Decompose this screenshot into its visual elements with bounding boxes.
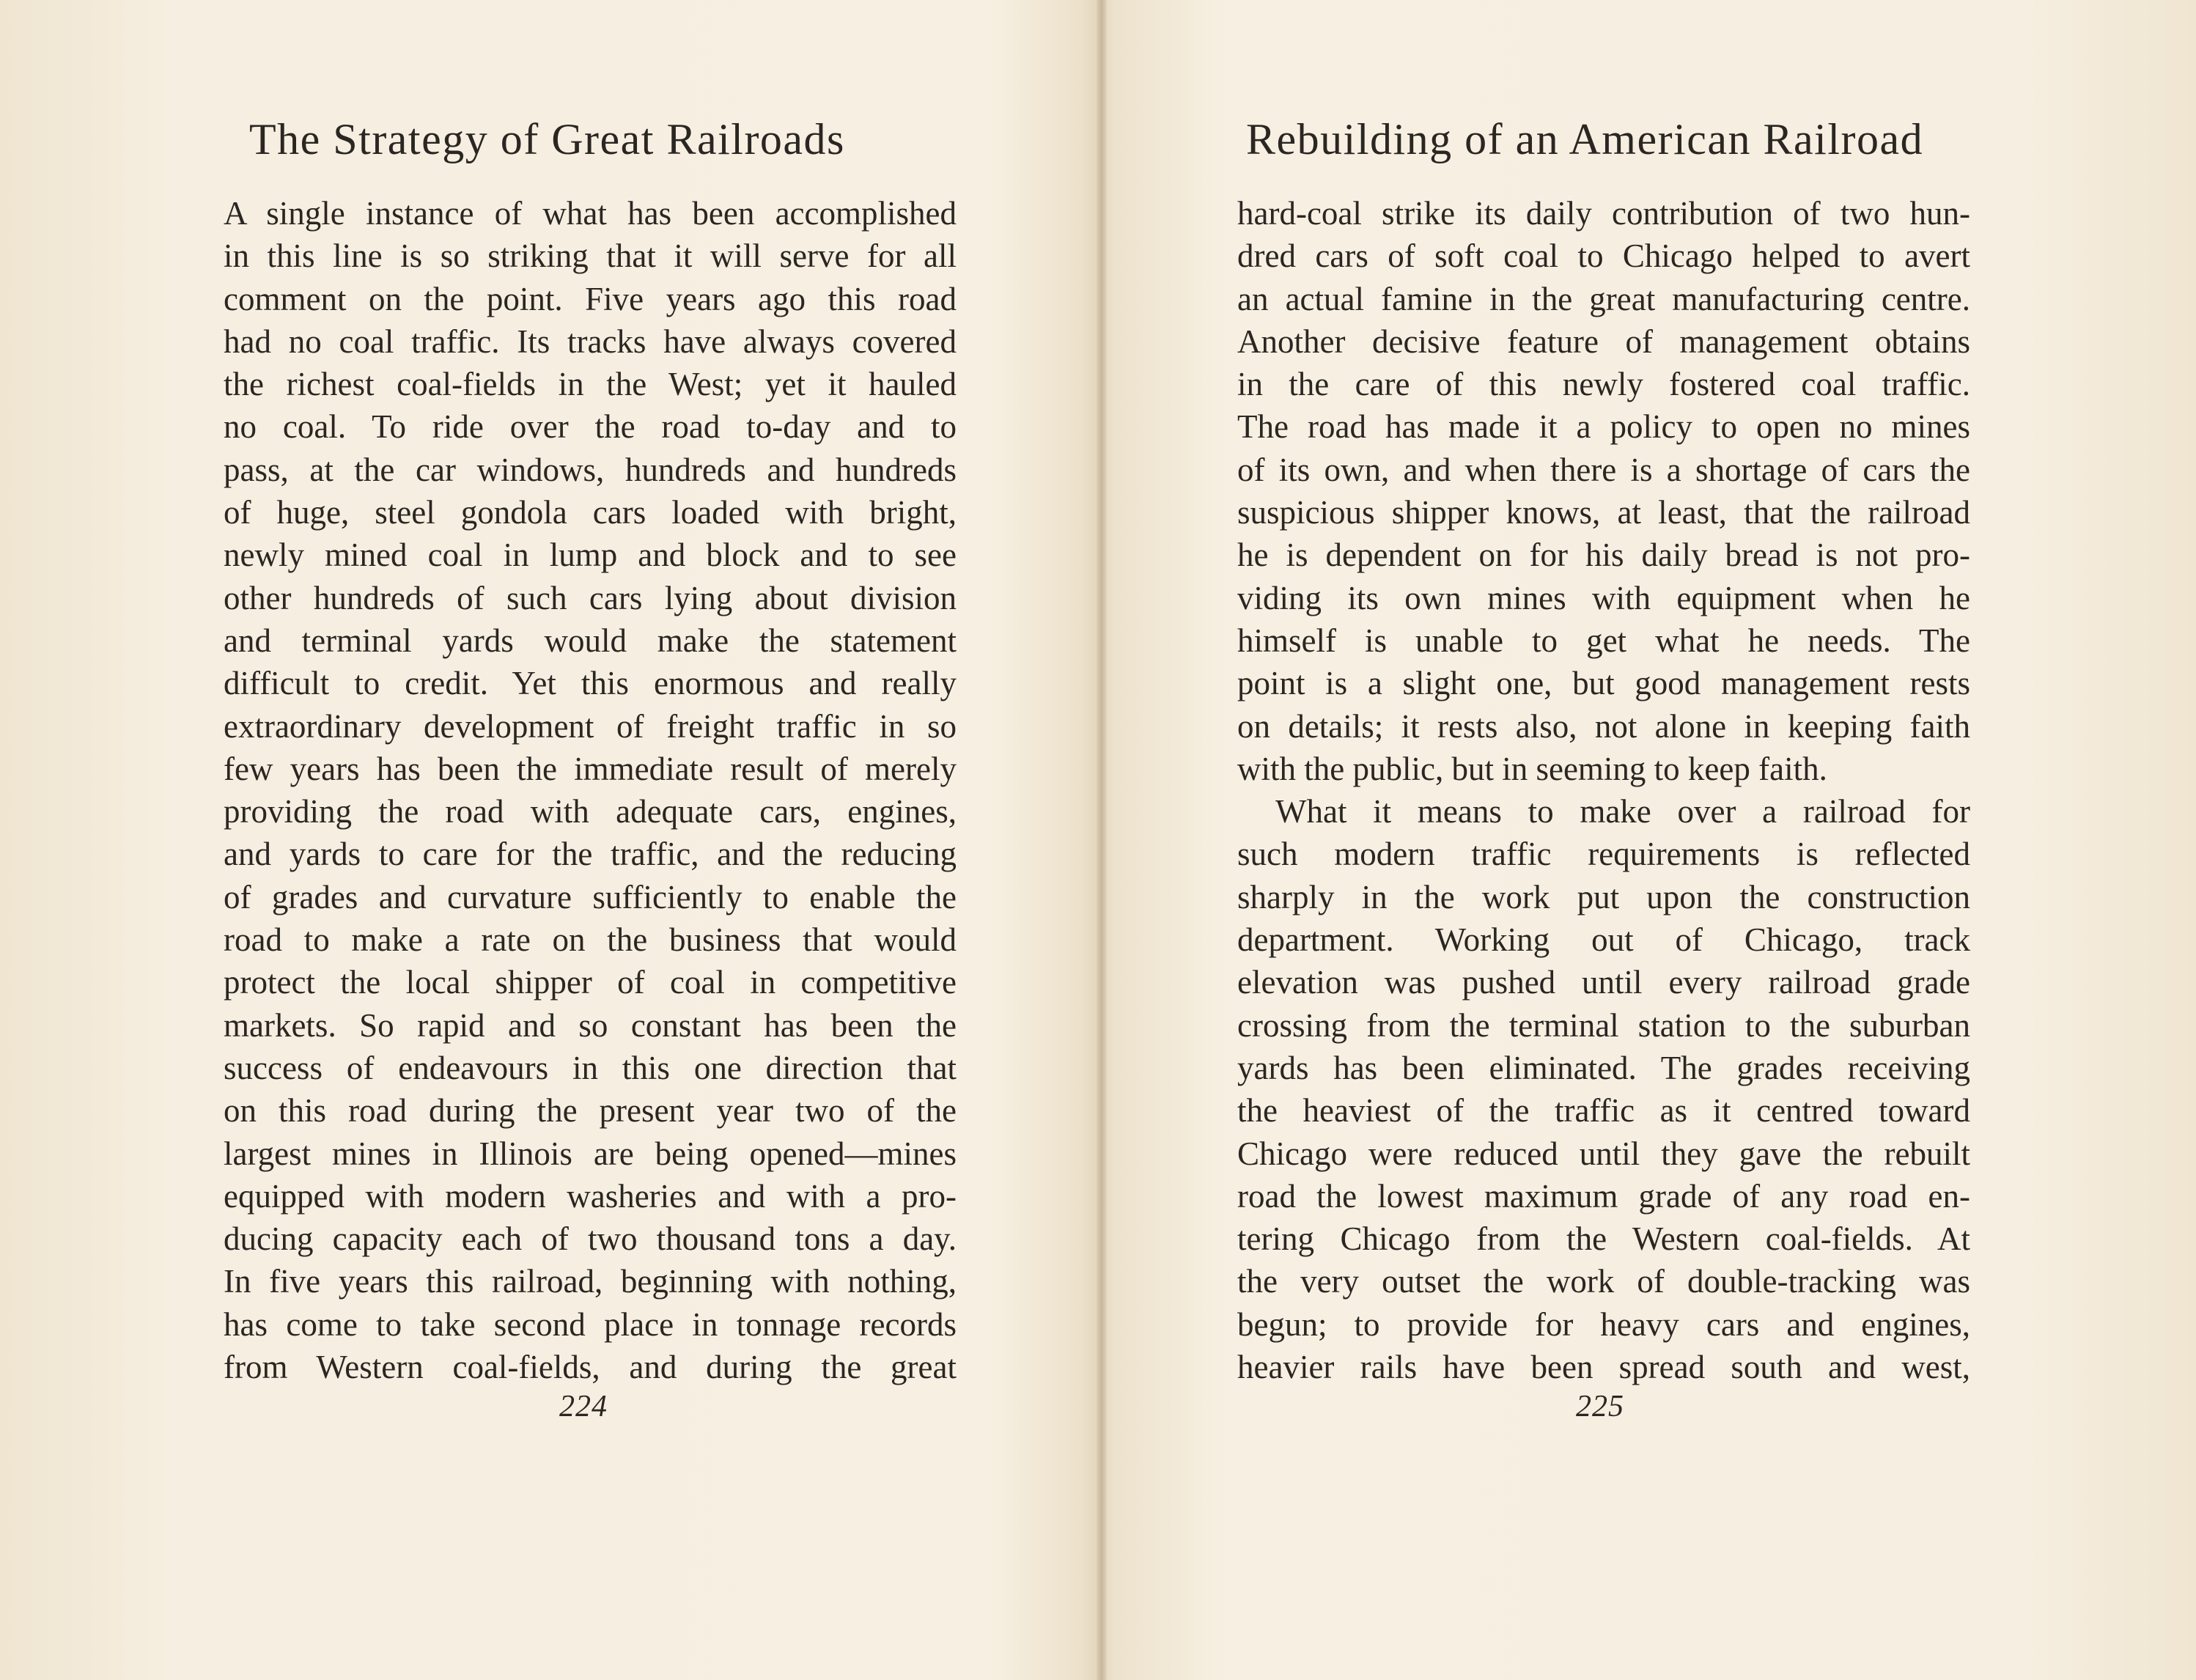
text-line: crossing from the terminal station to the suburban <box>1237 1006 1970 1044</box>
text-line: ducing capacity each of two thousand tons a day. <box>224 1220 957 1258</box>
text-line: tering Chicago from the Western coal-fields. At <box>1237 1220 1970 1258</box>
text-line: equipped with modern washeries and with a pro- <box>224 1177 957 1215</box>
text-line: and yards to care for the traffic, and the reducing <box>224 836 957 873</box>
book-gutter <box>1097 0 1107 1680</box>
right-body-text <box>1237 192 1970 1388</box>
left-running-head: The Strategy of Great Railroads <box>249 115 845 163</box>
text-line: such modern traffic requirements is reflected <box>1237 836 1970 873</box>
text-line: point is a slight one, but good management rests <box>1237 665 1970 702</box>
text-line: success of endeavours in this one direction that <box>224 1049 957 1086</box>
left-page-number: 224 <box>559 1390 608 1423</box>
text-line: no coal. To ride over the road to-day and to <box>224 408 957 446</box>
text-line: the heaviest of the traffic as it centred toward <box>1237 1092 1970 1130</box>
text-line: himself is unable to get what he needs. The <box>1237 622 1970 659</box>
text-line: has come to take second place in tonnage records <box>224 1305 957 1343</box>
text-line: of its own, and when there is a shortage of cars the <box>1237 451 1970 488</box>
text-line: the very outset the work of double-tracking was <box>1237 1263 1970 1300</box>
text-line: an actual famine in the great manufacturing centre. <box>1237 280 1970 317</box>
text-line: begun; to provide for heavy cars and engines, <box>1237 1305 1970 1343</box>
right-page-number: 225 <box>1576 1390 1624 1423</box>
text-line: providing the road with adequate cars, engines, <box>224 793 957 830</box>
text-line: hard-coal strike its daily contribution of two hun- <box>1237 195 1970 232</box>
text-line: yards has been eliminated. The grades receiving <box>1237 1049 1970 1086</box>
text-line: road to make a rate on the business that would <box>224 921 957 959</box>
text-line: What it means to make over a railroad for <box>1275 793 1970 830</box>
text-line: of huge, steel gondola cars loaded with bright, <box>224 494 957 531</box>
text-line: heavier rails have been spread south and west, <box>1237 1349 1970 1386</box>
text-line: road the lowest maximum grade of any road en- <box>1237 1177 1970 1215</box>
text-line: dred cars of soft coal to Chicago helped to avert <box>1237 237 1970 275</box>
text-line: on this road during the present year two of the <box>224 1092 957 1130</box>
text-line: the richest coal-fields in the West; yet it hauled <box>224 366 957 403</box>
text-line: elevation was pushed until every railroad grade <box>1237 964 1970 1001</box>
text-line: sharply in the work put upon the construction <box>1237 878 1970 915</box>
text-line: with the public, but in seeming to keep faith. <box>1237 750 1827 787</box>
left-body-text <box>224 192 957 1388</box>
text-line: markets. So rapid and so constant has been the <box>224 1006 957 1044</box>
text-line: other hundreds of such cars lying about division <box>224 579 957 616</box>
text-line: few years has been the immediate result of merely <box>224 750 957 787</box>
text-line: in the care of this newly fostered coal traffic. <box>1237 366 1970 403</box>
text-line: Another decisive feature of management obtains <box>1237 323 1970 360</box>
text-line: of grades and curvature sufficiently to enable the <box>224 878 957 915</box>
text-line: viding its own mines with equipment when he <box>1237 579 1970 616</box>
left-page <box>0 0 1097 1680</box>
text-line: A single instance of what has been accomplished <box>224 195 957 232</box>
text-line: The road has made it a policy to open no mines <box>1237 408 1970 446</box>
text-line: comment on the point. Five years ago this road <box>224 280 957 317</box>
text-line: Chicago were reduced until they gave the rebuilt <box>1237 1135 1970 1172</box>
text-line: from Western coal-fields, and during the great <box>224 1349 957 1386</box>
text-line: newly mined coal in lump and block and to see <box>224 537 957 574</box>
text-line: protect the local shipper of coal in competitive <box>224 964 957 1001</box>
text-line: had no coal traffic. Its tracks have always covered <box>224 323 957 360</box>
text-line: in this line is so striking that it will serve for all <box>224 237 957 275</box>
text-line: difficult to credit. Yet this enormous and really <box>224 665 957 702</box>
right-running-head: Rebuilding of an American Railroad <box>1246 115 1924 163</box>
text-line: and terminal yards would make the statement <box>224 622 957 659</box>
text-line: suspicious shipper knows, at least, that the railroad <box>1237 494 1970 531</box>
text-line: he is dependent on for his daily bread is not pro- <box>1237 537 1970 574</box>
text-line: extraordinary development of freight traffic in so <box>224 707 957 745</box>
text-line: department. Working out of Chicago, track <box>1237 921 1970 959</box>
right-page <box>1107 0 2196 1680</box>
text-line: In five years this railroad, beginning with nothing, <box>224 1263 957 1300</box>
text-line: pass, at the car windows, hundreds and hundreds <box>224 451 957 488</box>
text-line: largest mines in Illinois are being opened—mines <box>224 1135 957 1172</box>
text-line: on details; it rests also, not alone in keeping faith <box>1237 707 1970 745</box>
